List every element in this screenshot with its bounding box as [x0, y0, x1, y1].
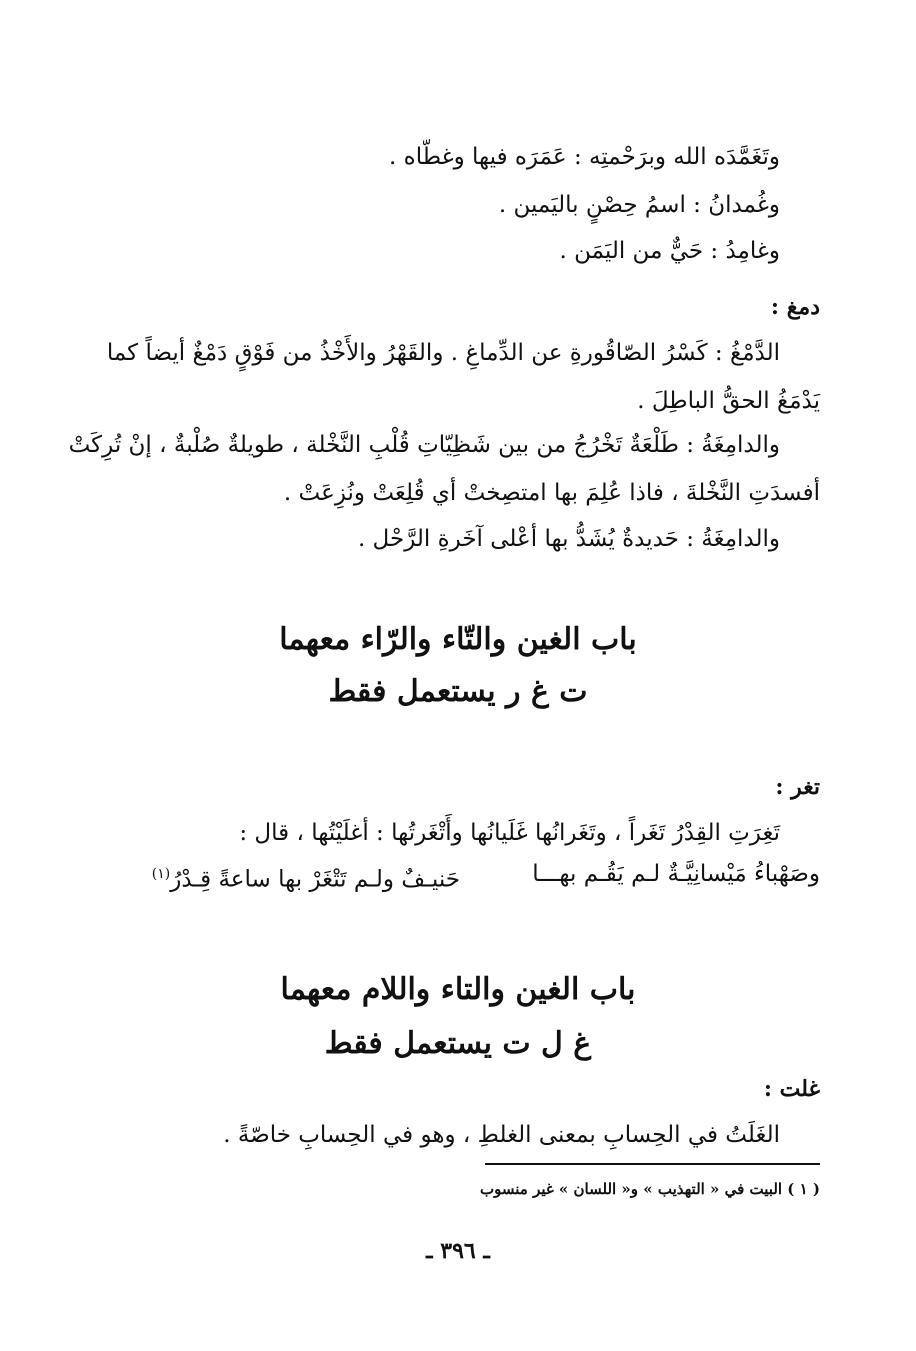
paragraph-line: تَغِرَتِ القِدْرُ تَغَراً ، وتَغَرانُها غَلَيانُها وأَتْغَرتُها : أغلَيْتُها ، قال : [239, 820, 780, 846]
footnote-marker: (١) [151, 866, 171, 882]
verse-first-hemistich: وصَهْباءُ مَيْسانِيَّـةٌ لـم يَقُـم بهـــا [532, 861, 820, 887]
paragraph-line: يَدْمَغُ الحقُّ الباطِلَ . [637, 388, 820, 414]
entry-heading-dmgh: دمغ : [770, 294, 820, 320]
text-line: وغُمدانُ : اسمُ حِصْنٍ باليَمين . [498, 192, 780, 218]
footnote: ( ١ ) البيت في « التهذيب » و« اللسان » غير منسوب [480, 1180, 820, 1198]
text-line: وغامِدُ : حَيٌّ من اليَمَن . [559, 238, 780, 264]
section-subtitle: غ ل ت يستعمل فقط [324, 1026, 592, 1061]
footnote-divider [485, 1163, 820, 1165]
paragraph-line: والدامِغَةُ : طَلْعَةٌ تَخْرُجُ من بين شَظِيّاتِ قُلْبِ النَّخْلة ، طويلةٌ صُلْبةٌ ، إنْ تُرِكَتْ [68, 432, 780, 458]
poem-verse [120, 858, 820, 893]
page-number: ـ ٣٩٦ ـ [426, 1238, 490, 1264]
entry-heading-ghlt: غلت : [763, 1076, 820, 1102]
section-title: باب الغين والتاء واللام معهما [280, 972, 636, 1007]
entry-heading-tghr: تغر : [775, 774, 820, 800]
text-line: وتَغَمَّدَه الله وبرَحْمتِه : عَمَرَه فيها وغطّاه . [389, 144, 780, 170]
paragraph-line: أفسدَتِ النَّخْلةَ ، فاذا عُلِمَ بها امتصِختْ أي قُلِعَتْ ونُزِعَتْ . [283, 480, 820, 506]
paragraph-line: الغَلَتُ في الحِسابِ بمعنى الغلطِ ، وهو في الحِسابِ خاصّةً . [223, 1122, 780, 1148]
verse-second-hemistich-text: حَنيـفٌ ولـم تَتْغَرْ بها ساعةً قِـدْرُ [170, 866, 460, 893]
paragraph-line: والدامِغَةُ : حَديدةٌ يُشَدُّ بها أعْلى آخَرةِ الرَّحْل . [357, 526, 780, 552]
verse-second-hemistich [152, 858, 460, 896]
section-subtitle: ت غ ر يستعمل فقط [328, 674, 588, 709]
section-title: باب الغين والتّاء والرّاء معهما [279, 622, 637, 657]
paragraph-line: الدَّمْغُ : كَسْرُ الصّاقُورةِ عن الدِّماغِ . والقَهْرُ والأَخْذُ من فَوْقٍ دَمْغٌ أيضاً كما [106, 340, 780, 366]
